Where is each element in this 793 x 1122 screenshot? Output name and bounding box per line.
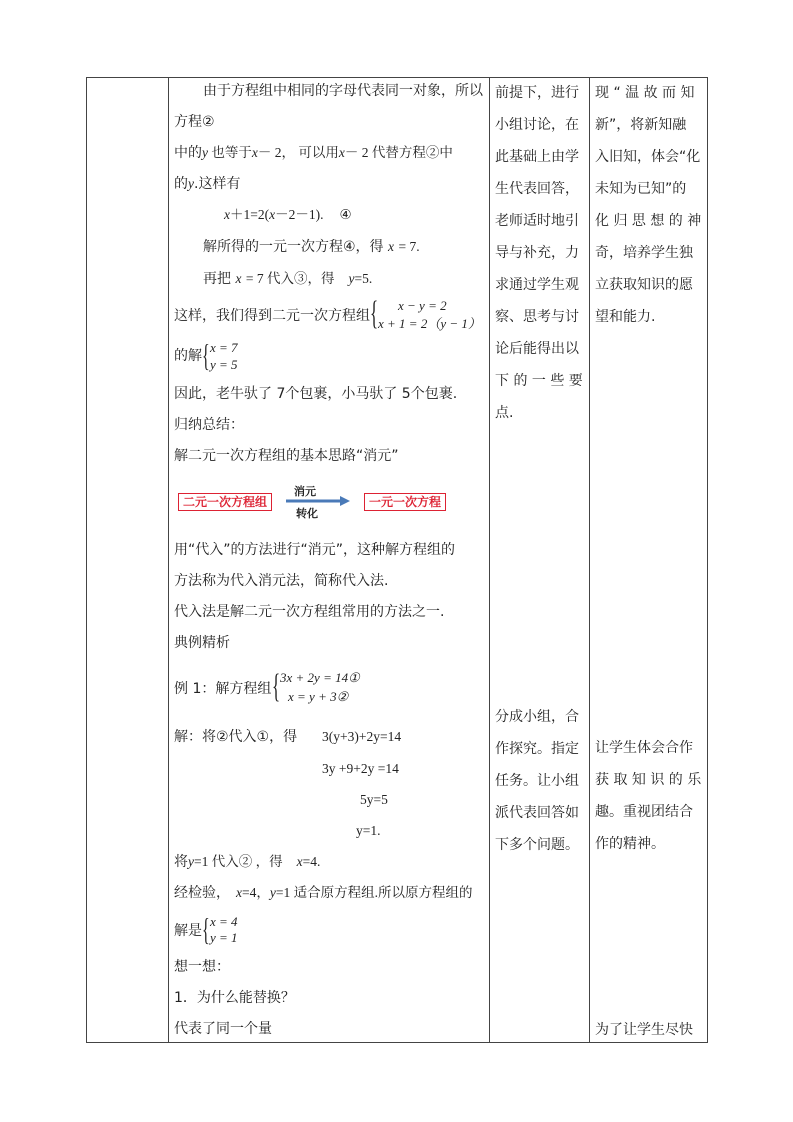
text-line: 新”，将新知融: [595, 117, 687, 133]
table-border-right: [707, 77, 708, 1043]
solution-step: 3(y+3)+2y=14: [322, 729, 402, 744]
text-line: 因此，老牛驮了 7个包裹，小马驮了 5个包裹.: [174, 386, 458, 402]
text-line: 代表了同一个量: [174, 1021, 272, 1037]
text-line: 解是: [174, 923, 202, 939]
text-line: 将y=1 代入② ，得 x=4.: [174, 854, 321, 870]
column-divider-3: [589, 77, 590, 1043]
text-line: 方程②: [174, 114, 215, 130]
text-line: 1．为什么能替换？: [174, 990, 295, 1006]
text-line: 解二元一次方程组的基本思路“消元”: [174, 448, 399, 464]
text-line: 化 归 思 想 的 神: [595, 213, 702, 229]
text-line: 立获取知识的愿: [595, 277, 693, 293]
text-line: 这样，我们得到二元一次方程组: [174, 308, 370, 324]
text-line: 此基础上由学: [495, 149, 579, 165]
text-line: 中的y 也等于x－ 2， 可以用x－ 2 代替方程②中: [174, 145, 453, 161]
text-line: 的y.这样有: [174, 176, 241, 192]
text-line: 老师适时地引: [495, 213, 579, 229]
solution-line: y = 1: [210, 930, 238, 945]
text-line: 论后能得出以: [495, 341, 579, 357]
text-line: 代入法是解二元一次方程组常用的方法之一.: [174, 604, 445, 620]
text-line: 作探究。指定: [495, 741, 579, 757]
text-line: 作的精神。: [595, 836, 665, 852]
text-line: 解所得的一元一次方程④，得 x = 7.: [203, 239, 420, 255]
text-line: 经检验， x=4，y=1 适合原方程组.所以原方程组的: [174, 885, 473, 901]
brace: {: [202, 911, 210, 947]
solution-step: 3y +9+2y =14: [322, 761, 399, 776]
arrow-icon: [286, 496, 350, 506]
text-line: 奇，培养学生独: [595, 245, 693, 261]
intent-column-cell: [595, 77, 703, 1043]
text-line: 的解: [174, 348, 202, 364]
column-divider-1: [168, 77, 169, 1043]
system-equation: 3x + 2y = 14①: [280, 670, 360, 685]
text-line: 趣。重视团结合: [595, 804, 693, 820]
text-line: 归纳总结：: [174, 417, 244, 433]
text-line: 未知为已知”的: [595, 181, 687, 197]
system-equation: x + 1 = 2（y − 1）: [378, 316, 481, 331]
solution-line: x = 4: [210, 914, 238, 929]
text-line: 望和能力.: [595, 309, 656, 325]
text-line: 导与补充，力: [495, 245, 579, 261]
text-line: 获 取 知 识 的 乐: [595, 772, 702, 788]
solution-line: y = 5: [210, 357, 238, 372]
brace: {: [202, 337, 210, 373]
brace: {: [370, 295, 379, 332]
system-equation: x = y + 3②: [288, 689, 349, 704]
brace: {: [272, 668, 281, 705]
column-divider-2: [489, 77, 490, 1043]
text-line: 为了让学生尽快: [595, 1022, 693, 1038]
text-line: 派代表回答如: [495, 805, 579, 821]
text-line: 小组讨论，在: [495, 117, 579, 133]
activity-column-cell: [495, 77, 585, 1043]
diagram-label-top: 消元: [294, 485, 316, 498]
solution-line: x = 7: [210, 340, 238, 355]
text-line: 由于方程组中相同的字母代表同一对象，所以: [203, 83, 483, 99]
text-line: 方法称为代入消元法，简称代入法.: [174, 573, 389, 589]
diagram-label-bottom: 转化: [296, 507, 318, 520]
text-line: 察、思考与讨: [495, 309, 579, 325]
text-line: 现 “ 温 故 而 知: [595, 85, 695, 101]
text-line: 用“代入”的方法进行“消元”，这种解方程组的: [174, 542, 456, 558]
diagram-box-right: 一元一次方程: [364, 493, 446, 511]
text-line: 让学生体会合作: [595, 740, 693, 756]
text-line: 解：将②代入①，得: [174, 729, 298, 745]
text-line: 下多个问题。: [495, 837, 579, 853]
text-line: 生代表回答，: [495, 181, 579, 197]
section-heading: 典例精析: [174, 635, 230, 651]
text-line: 任务。让小组: [495, 773, 579, 789]
solution-step: y=1.: [356, 823, 381, 838]
column-1-empty-cell: [87, 77, 168, 1043]
diagram-box-left: 二元一次方程组: [178, 493, 272, 511]
text-line: 前提下，进行: [495, 85, 579, 101]
system-equation: x − y = 2: [398, 298, 447, 313]
solution-step: 5y=5: [360, 792, 388, 807]
text-line: 点.: [495, 405, 514, 421]
text-line: 分成小组，合: [495, 709, 579, 725]
text-line: 入旧知，体会“化: [595, 149, 701, 165]
equation-4: x＋1=2(x－2－1). ④: [224, 207, 352, 222]
text-line: 再把 x = 7 代入③，得 y=5.: [203, 271, 373, 287]
text-line: 例 1：解方程组: [174, 681, 272, 697]
main-content-cell: [174, 77, 486, 1043]
text-line: 下 的 一 些 要: [495, 373, 583, 389]
text-line: 求通过学生观: [495, 277, 579, 293]
text-line: 想一想：: [174, 959, 230, 975]
